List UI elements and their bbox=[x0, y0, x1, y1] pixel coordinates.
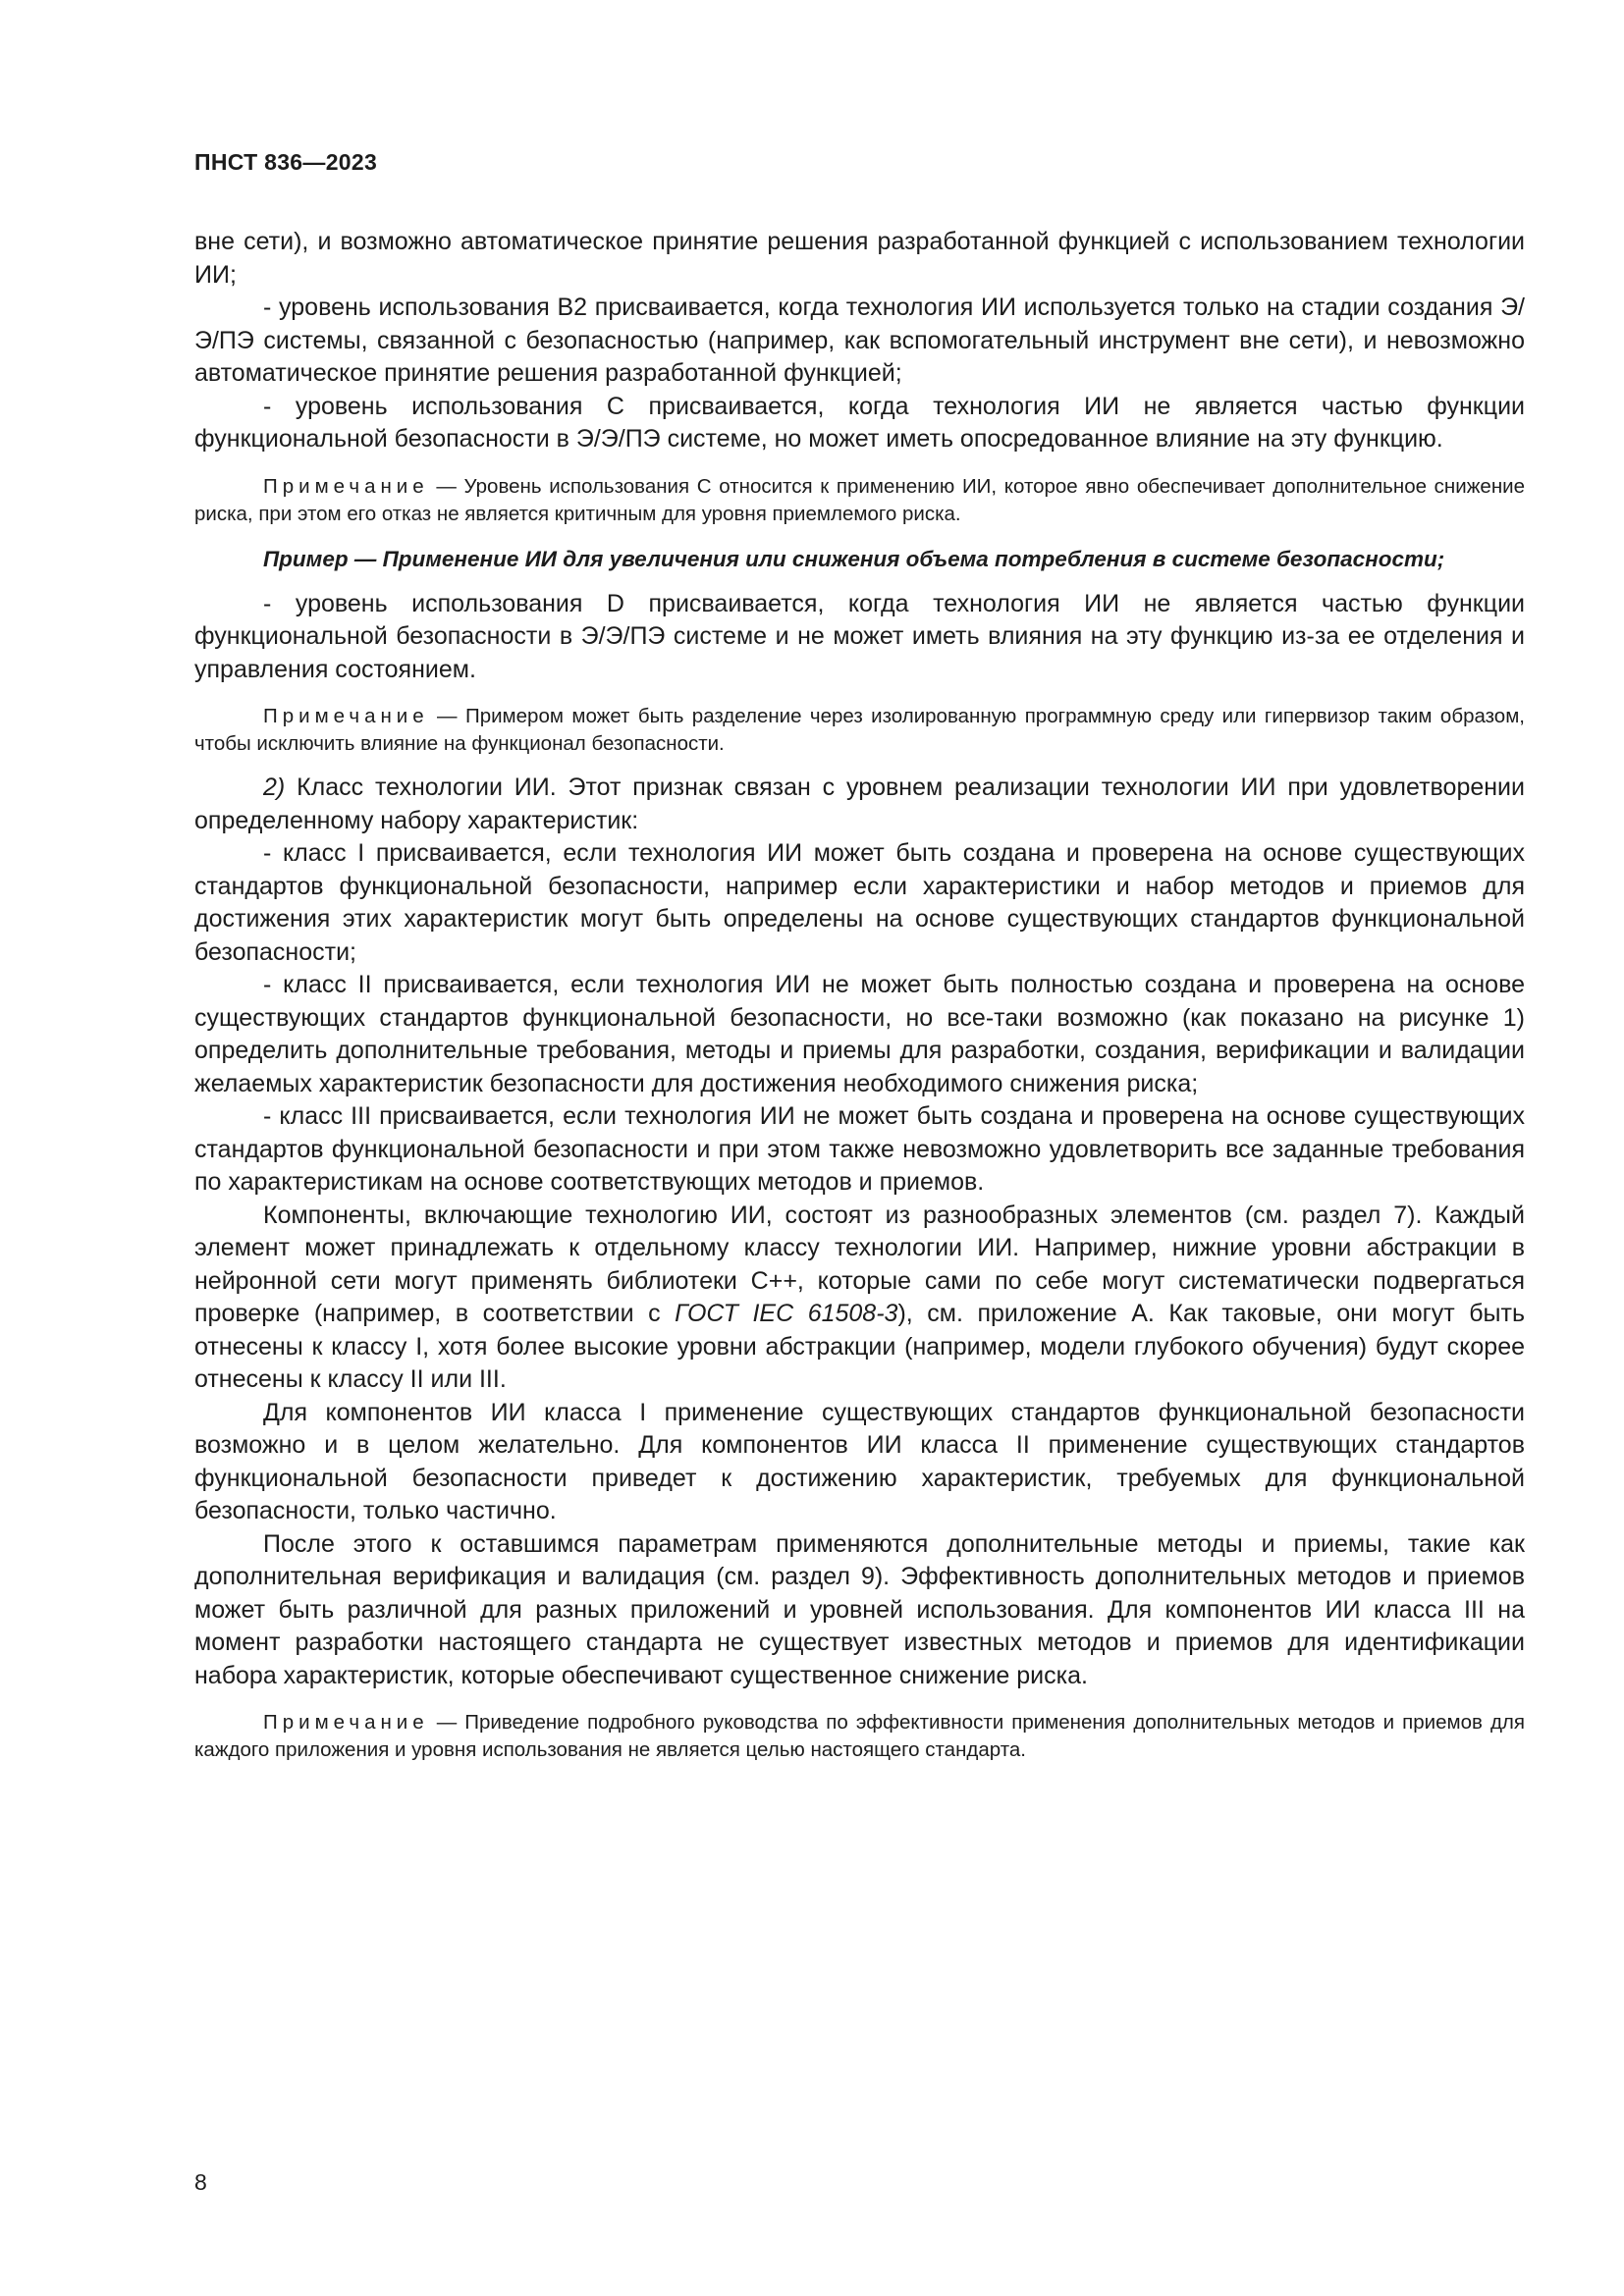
note-2 bbox=[194, 703, 1525, 758]
note-1 bbox=[194, 473, 1525, 528]
paragraph-ai-class-number: 2) bbox=[263, 774, 286, 801]
note-3-text: — Приведение подробного руководства по эффективности применения дополнительных методов и приемов для каждого приложения и уровня использования не является целью настоящего стандарта. bbox=[194, 1711, 1525, 1761]
paragraph-ai-class bbox=[194, 772, 1525, 837]
paragraph-continuation: вне сети), и возможно автоматическое принятие решения разработанной функцией с использованием технологии ИИ; bbox=[194, 228, 1525, 289]
paragraph-components-part-b: ), см. приложение А. Как таковые, они могут быть отнесены к классу I, хотя более высокие уровни абстракции (например, модели глубокого обучения) будут скорее отнесены к классу II или III. bbox=[194, 1300, 1525, 1393]
note-2-text: — Примером может быть разделение через изолированную программную среду или гипервизор таким образом, чтобы исключить влияние на функционал безопасности. bbox=[194, 705, 1525, 755]
note-1-text: — Уровень использования С относится к применению ИИ, которое явно обеспечивает дополнительное снижение риска, при этом его отказ не является критичным для уровня приемлемого риска. bbox=[194, 474, 1525, 525]
paragraph-components bbox=[194, 1200, 1525, 1397]
standard-reference: ГОСТ IEC 61508-3 bbox=[675, 1300, 898, 1327]
paragraph-components-part-a: Компоненты, включающие технологию ИИ, состоят из разнообразных элементов (см. раздел 7). Каждый элемент может принадлежать к отдельному классу технологии ИИ. Например, нижние уровни абстракции в нейронной сети могут применять библиотеки С++, которые сами по себе могут систематически подвергаться проверке (например, в соответствии с bbox=[194, 1201, 1525, 1327]
list-item-level-c: - уровень использования С присваивается, когда технология ИИ не является частью функции функциональной безопасности в Э/Э/ПЭ системе, но может иметь опосредованное влияние на эту функцию. bbox=[194, 392, 1525, 453]
note-2-label: Примечание bbox=[263, 705, 429, 727]
list-item-class-2: - класс II присваивается, если технология ИИ не может быть полностью создана и проверена на основе существующих стандартов функциональной безопасности, но все-таки возможно (как показано на рисунке 1) определить дополнительные требования, методы и приемы для разработки, создания, верификации и валидации желаемых характеристик безопасности для достижения необходимого снижения риска; bbox=[194, 971, 1525, 1097]
document-body bbox=[194, 226, 1525, 1764]
paragraph-ai-class-text: Класс технологии ИИ. Этот признак связан с уровнем реализации технологии ИИ при удовлетворении определенному набору характеристик: bbox=[194, 774, 1525, 834]
list-item-level-b2: - уровень использования В2 присваивается, когда технология ИИ используется только на стадии создания Э/Э/ПЭ системы, связанной с безопасностью (например, как вспомогательный инструмент вне сети), и невозможно автоматическое принятие решения разработанной функцией; bbox=[194, 294, 1525, 387]
list-item-class-3: - класс III присваивается, если технология ИИ не может быть создана и проверена на основе существующих стандартов функциональной безопасности и при этом также невозможно удовлетворить все заданные требования по характеристикам на основе соответствующих методов и приемов. bbox=[194, 1102, 1525, 1196]
paragraph-class-application: Для компонентов ИИ класса I применение существующих стандартов функциональной безопасности возможно и в целом желательно. Для компонентов ИИ класса II применение существующих стандартов функциональной безопасности приведет к достижению характеристик, требуемых для функциональной безопасности, только частично. bbox=[194, 1398, 1525, 1524]
paragraph-additional-methods: После этого к оставшимся параметрам применяются дополнительные методы и приемы, такие как дополнительная верификация и валидация (см. раздел 9). Эффективность дополнительных методов и приемов может быть различной для разных приложений и уровней использования. Для компонентов ИИ класса III на момент разработки настоящего стандарта не существует известных методов и приемов для идентификации набора характеристик, которые обеспечивают существенное снижение риска. bbox=[194, 1529, 1525, 1689]
note-3 bbox=[194, 1709, 1525, 1764]
document-header: ПНСТ 836—2023 bbox=[194, 149, 378, 175]
page-number: 8 bbox=[194, 2169, 207, 2195]
note-3-label: Примечание bbox=[263, 1711, 429, 1734]
note-1-label: Примечание bbox=[263, 474, 429, 498]
example-paragraph: Пример — Применение ИИ для увеличения или снижения объема потребления в системе безопасности; bbox=[263, 546, 1445, 571]
list-item-level-d: - уровень использования D присваивается, когда технология ИИ не является частью функции функциональной безопасности в Э/Э/ПЭ системе и не может иметь влияния на эту функцию из-за ее отделения и управления состоянием. bbox=[194, 589, 1525, 683]
list-item-class-1: - класс I присваивается, если технология ИИ может быть создана и проверена на основе существующих стандартов функциональной безопасности, например если характеристики и набор методов и приемов для достижения этих характеристик могут быть определены на основе существующих стандартов функциональной безопасности; bbox=[194, 839, 1525, 966]
